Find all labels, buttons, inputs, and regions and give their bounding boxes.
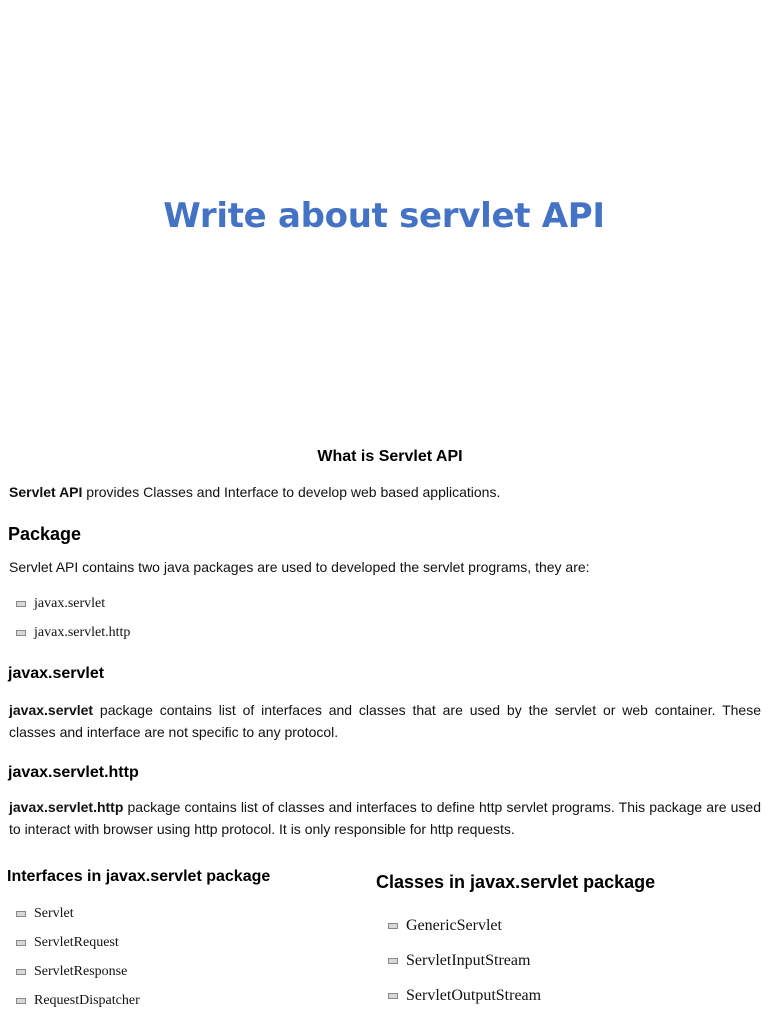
bullet-icon	[388, 993, 398, 999]
list-item	[10, 624, 130, 653]
servlet-paragraph	[9, 699, 761, 743]
classes-list	[382, 916, 541, 1021]
bullet-icon	[388, 923, 398, 929]
intro-text: provides Classes and Interface to develop web based applications.	[82, 484, 501, 500]
list-item	[10, 963, 140, 992]
class-item-label: GenericServlet	[406, 917, 502, 934]
bullet-icon	[16, 601, 26, 607]
document-image	[0, 440, 768, 1024]
servlet-heading: javax.servlet	[8, 665, 105, 682]
interfaces-heading: Interfaces in javax.servlet package	[7, 868, 271, 885]
list-item	[10, 934, 140, 963]
interface-item-label: RequestDispatcher	[34, 993, 140, 1008]
servlet-text: package contains list of interfaces and classes that are used by the servlet or web container. These classes and interface are not specific to any protocol.	[9, 702, 761, 740]
interfaces-list	[10, 905, 140, 1021]
intro-paragraph	[9, 481, 761, 503]
bullet-icon	[16, 940, 26, 946]
bullet-icon	[16, 911, 26, 917]
list-item	[10, 595, 130, 624]
interface-item-label: ServletRequest	[34, 935, 119, 950]
http-heading: javax.servlet.http	[8, 764, 139, 781]
list-item	[10, 992, 140, 1021]
bullet-icon	[388, 958, 398, 964]
interface-item-label: ServletResponse	[34, 964, 128, 979]
list-item	[382, 916, 541, 951]
document-title: What is Servlet API	[317, 448, 463, 465]
package-heading: Package	[8, 524, 82, 544]
http-text: package contains list of classes and interfaces to define http servlet programs. This package are used to interact with browser using http protocol. It is only responsible for http requests.	[9, 799, 761, 837]
bullet-icon	[16, 998, 26, 1004]
http-bold: javax.servlet.http	[9, 799, 124, 815]
package-item-label: javax.servlet.http	[34, 625, 131, 640]
list-item	[382, 951, 541, 986]
servlet-bold: javax.servlet	[9, 702, 94, 718]
interface-item-label: Servlet	[34, 906, 74, 921]
list-item	[382, 986, 541, 1021]
class-item-label: ServletOutputStream	[406, 987, 542, 1004]
slide-title: Write about servlet API	[163, 196, 605, 236]
bullet-icon	[16, 630, 26, 636]
package-text: Servlet API contains two java packages are used to developed the servlet programs, they are:	[9, 559, 590, 575]
http-paragraph	[9, 796, 761, 840]
classes-heading: Classes in javax.servlet package	[376, 872, 656, 892]
package-list	[10, 595, 130, 653]
bullet-icon	[16, 969, 26, 975]
package-item-label: javax.servlet	[34, 596, 106, 611]
intro-bold: Servlet API	[9, 484, 83, 500]
list-item	[10, 905, 140, 934]
class-item-label: ServletInputStream	[406, 952, 531, 969]
